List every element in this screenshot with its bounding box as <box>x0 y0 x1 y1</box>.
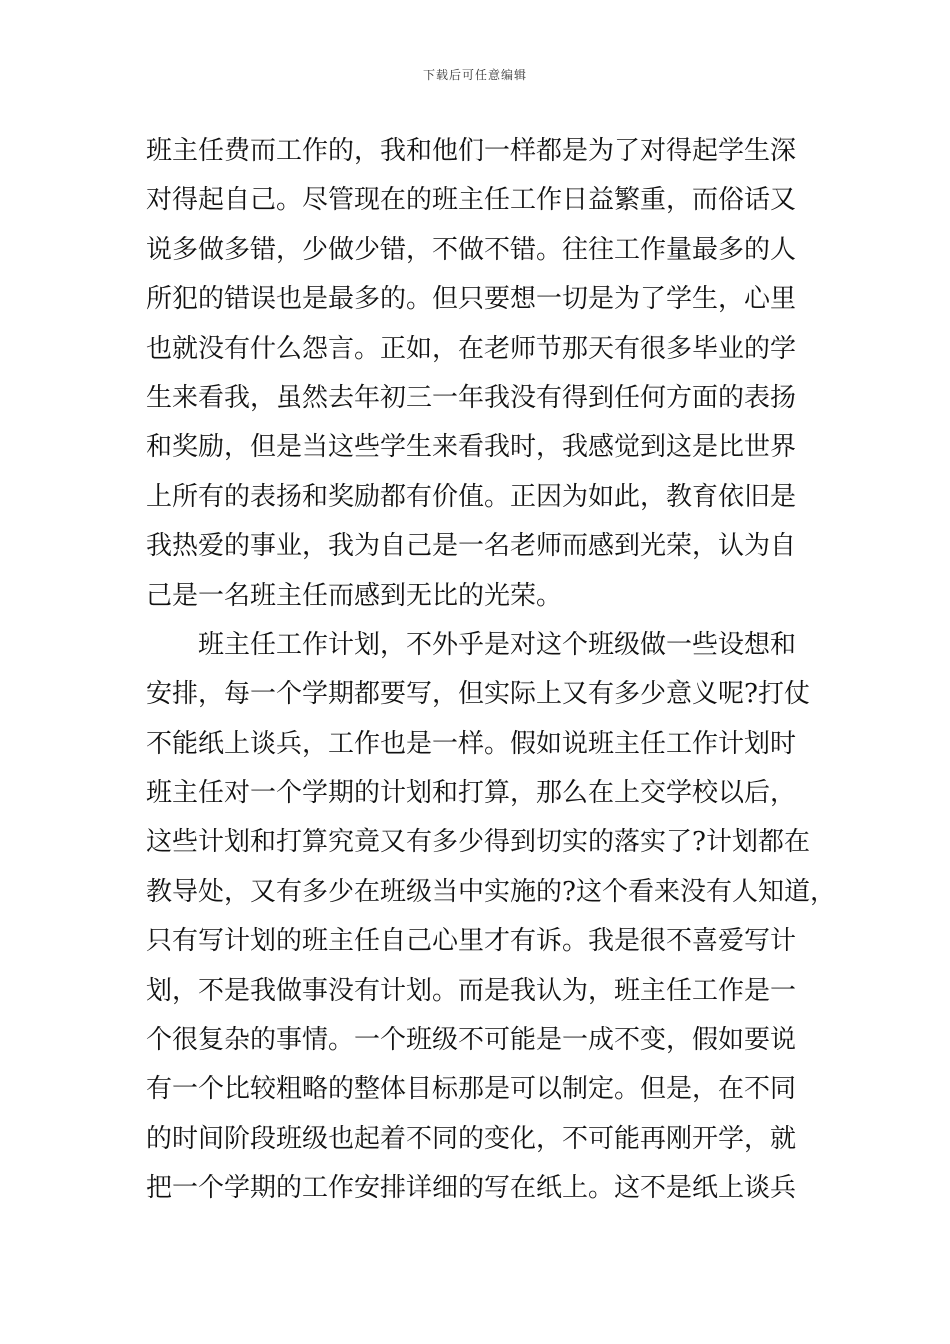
text-line: 所犯的错误也是最多的。但只要想一切是为了学生，心里 <box>146 284 797 315</box>
text-line: 对得起自己。尽管现在的班主任工作日益繁重，而俗话又 <box>146 185 797 216</box>
text-line: 说多做多错，少做少错，不做不错。往往工作量最多的人 <box>146 234 797 265</box>
text-line: 的时间阶段班级也起着不同的变化，不可能再刚开学，就 <box>146 1123 797 1154</box>
text-line: 上所有的表扬和奖励都有价值。正因为如此，教育依旧是 <box>146 481 797 512</box>
page-header: 下载后可任意编辑 <box>422 68 527 82</box>
document-body <box>146 127 836 1214</box>
text-line: 这些计划和打算究竟又有多少得到切实的落实了?计划都在 <box>146 827 810 858</box>
text-line: 生来看我，虽然去年初三一年我没有得到任何方面的表扬 <box>146 382 797 413</box>
text-line: 个很复杂的事情。一个班级不可能是一成不变，假如要说 <box>146 1025 797 1056</box>
text-line: 有一个比较粗略的整体目标那是可以制定。但是，在不同 <box>146 1074 797 1105</box>
text-line: 班主任费而工作的，我和他们一样都是为了对得起学生深 <box>146 136 797 166</box>
text-line: 划，不是我做事没有计划。而是我认为，班主任工作是一 <box>146 975 797 1006</box>
text-line: 我热爱的事业，我为自己是一名老师而感到光荣，认为自 <box>146 531 797 562</box>
text-line: 班主任对一个学期的计划和打算，那么在上交学校以后， <box>146 778 797 809</box>
text-line: 班主任工作计划，不外乎是对这个班级做一些设想和 <box>198 629 797 660</box>
text-line: 教导处，又有多少在班级当中实施的?这个看来没有人知道， <box>146 876 836 907</box>
text-line: 只有写计划的班主任自己心里才有诉。我是很不喜爱写计 <box>146 926 797 957</box>
text-line: 也就没有什么怨言。正如，在老师节那天有很多毕业的学 <box>146 333 797 364</box>
text-line: 安排，每一个学期都要写，但实际上又有多少意义呢?打仗 <box>146 679 810 710</box>
text-line: 己是一名班主任而感到无比的光荣。 <box>146 580 563 611</box>
text-line: 把一个学期的工作安排详细的写在纸上。这不是纸上谈兵 <box>146 1173 797 1204</box>
text-line: 不能纸上谈兵，工作也是一样。假如说班主任工作计划时 <box>146 728 797 759</box>
text-line: 和奖励，但是当这些学生来看我时，我感觉到这是比世界 <box>146 432 797 463</box>
